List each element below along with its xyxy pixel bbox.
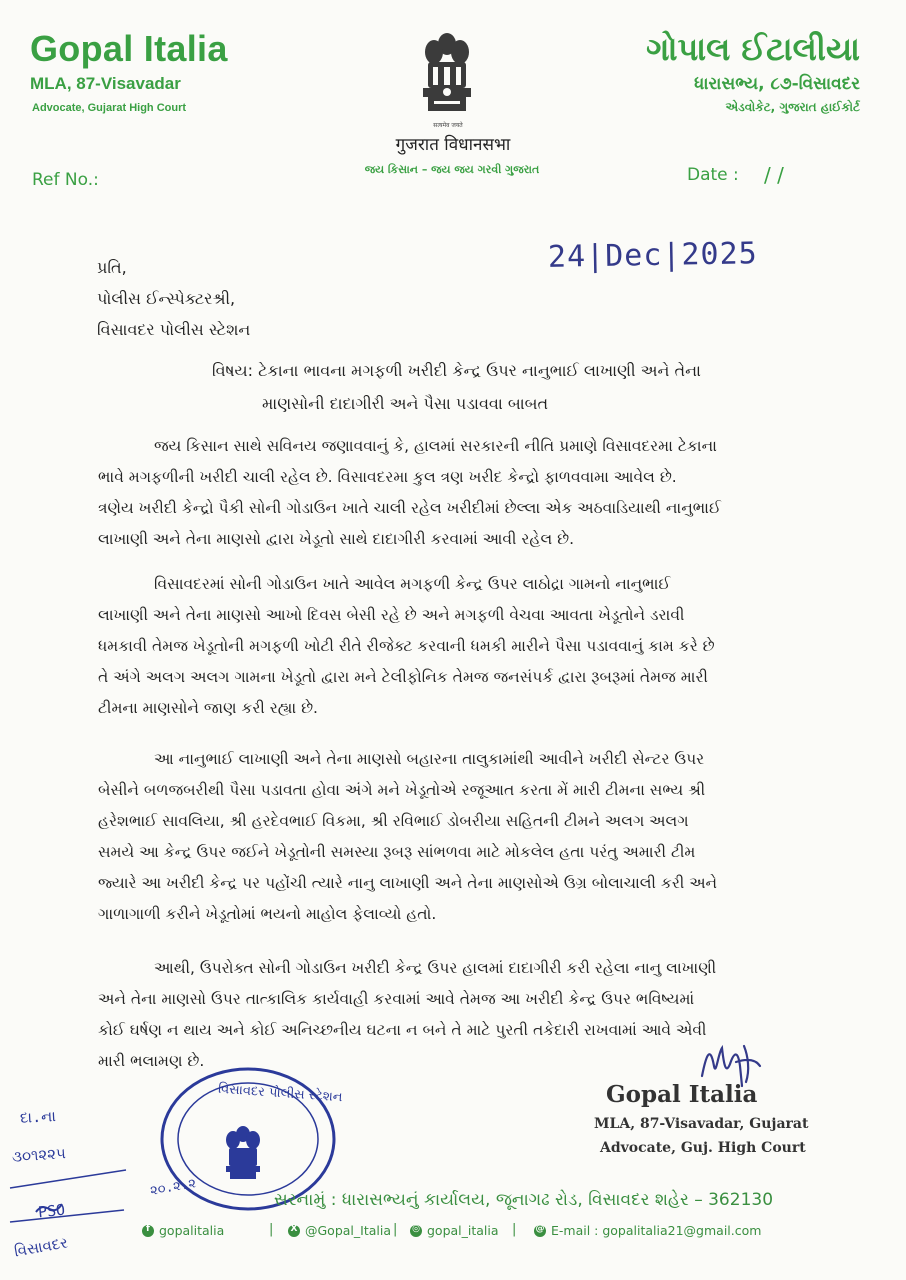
paragraph-line: બેસીને બળજબરીથી પૈસા પડાવતા હોવા અંગે મને ખેડૂતોએ રજૂઆત કરતા મેં મારી ટીમના સભ્ય શ્રી (98, 781, 706, 799)
paragraph-line: અને તેના માણસો ઉપર તાત્કાલિક કાર્યવાહી કરવામાં આવે તેમજ આ ખરીદી કેન્દ્ર ઉપર ભવિષ્યમાં (98, 990, 695, 1008)
footer-separator: | (393, 1222, 398, 1237)
subject-line-2: માણસોની દાદાગીરી અને પૈસા પડાવવા બાબત (262, 394, 549, 413)
handwritten-note-line: PSO (37, 1200, 66, 1222)
date-label: Date : (687, 165, 739, 185)
paragraph-line: ધમકાવી તેમજ ખેડૂતોની મગફળી ખોટી રીતે રીજેક્ટ કરવાની ધમકી મારીને પૈસા પડાવવાનું કામ કરે છે (98, 637, 715, 655)
footer-instagram[interactable] (410, 1223, 499, 1238)
assembly-name: गुजरात विधानसभा (395, 135, 511, 155)
paragraph-2 (98, 569, 798, 724)
addressee-station: વિસાવદર પોલીસ સ્ટેશન (97, 320, 251, 339)
footer-separator: | (512, 1222, 517, 1237)
letterhead-name-en: Gopal Italia (30, 28, 228, 69)
slogan: જય કિસાન – જય જય ગરવી ગુજરાત (364, 163, 540, 176)
x-icon: X (288, 1225, 300, 1237)
paragraph-line: ગાળાગાળી કરીને ખેડૂતોમાં ભયનો માહોલ ફેલાવ્યો હતો. (98, 905, 437, 923)
paragraph-line: ભાવે મગફળીની ખરીદી ચાલી રહેલ છે. વિસાવદરમા કુલ ત્રણ ખરીદ કેન્દ્રો ફાળવવામા આવેલ છે. (98, 468, 677, 486)
paragraph-line: વિસાવદરમાં સોની ગોડાઉન ખાતે આવેલ મગફળી કેન્દ્ર ઉપર લાઠોદ્રા ગામનો નાનુભાઈ (154, 575, 671, 593)
email-address: E-mail : gopalitalia21@gmail.com (551, 1223, 762, 1238)
paragraph-line: સમયે આ કેન્દ્ર ઉપર જઈને ખેડૂતોની સમસ્યા રૂબરૂ સાંભળવા માટે મોકલેલ હતા પરંતુ અમારી ટીમ (98, 843, 696, 861)
paragraph-line: જ્યારે આ ખરીદી કેન્દ્ર પર પહોંચી ત્યારે નાનુ લાખાણી અને તેના માણસોએ ઉગ્ર બોલાચાલી કરી અને (98, 874, 718, 892)
paragraph-line: જય કિસાન સાથે સવિનય જણાવવાનું કે, હાલમાં સરકારની નીતિ પ્રમાણે વિસાવદરમા ટેકાના (154, 437, 717, 455)
footer-separator: | (269, 1222, 274, 1237)
addressee-to: પ્રતિ, (97, 258, 127, 277)
paragraph-line: આથી, ઉપરોક્ત સોની ગોડાઉન ખરીદી કેન્દ્ર ઉપર હાલમાં દાદાગીરી કરી રહેલા નાનુ લાખાણી (154, 959, 717, 977)
signatory-mla: MLA, 87-Visavadar, Gujarat (594, 1116, 809, 1132)
paragraph-3 (98, 744, 798, 930)
paragraph-line: ત્રણેય ખરીદી કેન્દ્રો પૈકી સોની ગોડાઉન ખાતે ચાલી રહેલ ખરીદીમાં છેલ્લા એક અઠવાડિયાથી નાનુભાઈ (98, 499, 721, 517)
letterhead-mla-en: MLA, 87-Visavadar (30, 74, 181, 93)
stamp-emblem-icon (220, 1124, 266, 1180)
paragraph-line: કોઈ ઘર્ષણ ન થાય અને કોઈ અનિચ્છનીય ઘટના ન બને તે માટે પુરતી તકેદારી રાખવામાં આવે એવી (98, 1021, 707, 1039)
paragraph-line: તે અંગે અલગ અલગ ગામના ખેડૂતો દ્વારા મને ટેલીફોનિક તેમજ જનસંપર્ક દ્વારા રૂબરૂમાં તેમજ મારી (98, 668, 708, 686)
signatory-advocate: Advocate, Guj. High Court (600, 1140, 806, 1156)
addressee-officer: પોલીસ ઈન્સ્પેક્ટરશ્રી, (97, 289, 236, 308)
handwritten-note-line: ૨૦.૨.૨ (149, 1176, 198, 1199)
footer-address: સરનામું : ધારાસભ્યનું કાર્યાલય, જૂનાગઢ રોડ, વિસાવદર શહેર – 362130 (274, 1190, 774, 1210)
footer-facebook[interactable] (142, 1223, 224, 1238)
x-handle: @Gopal_Italia (305, 1223, 392, 1238)
letterhead-mla-gu: ધારાસભ્ય, ૮૭-વિસાવદર (694, 74, 860, 94)
paragraph-line: લાખાણી અને તેના માણસો દ્વારા ખેડૂતો સાથે દાદાગીરી કરવામાં આવી રહેલ છે. (98, 530, 574, 548)
footer-x[interactable] (288, 1223, 391, 1238)
signatory-name: Gopal Italia (606, 1081, 758, 1108)
instagram-icon: ◎ (410, 1225, 422, 1237)
letterhead-name-gu: ગોપાલ ઈટાલીયા (646, 30, 860, 68)
paragraph-line: આ નાનુભાઈ લાખાણી અને તેના માણસો બહારના તાલુકામાંથી આવીને ખરીદી સેન્ટર ઉપર (154, 750, 705, 768)
emblem-motto: सत्यमेव जयते (433, 122, 463, 129)
paragraph-line: ટીમના માણસોને જાણ કરી રહ્યા છે. (98, 699, 318, 717)
handwritten-note-line: દા.ના (19, 1107, 57, 1127)
handwritten-date: 24|Dec|2025 (547, 236, 758, 275)
ashoka-emblem-icon (414, 30, 480, 120)
handwritten-note-line: વિસાવદર (12, 1233, 70, 1261)
instagram-handle: gopal_italia (427, 1223, 499, 1238)
paragraph-line: મારી ભલામણ છે. (98, 1052, 205, 1070)
footer-email[interactable] (534, 1223, 761, 1238)
paragraph-line: લાખાણી અને તેના માણસો આખો દિવસ બેસી રહે છે અને મગફળી વેચવા આવતા ખેડૂતોને ડરાવી (98, 606, 685, 624)
subject-line-1: વિષય: ટેકાના ભાવના મગફળી ખરીદી કેન્દ્ર ઉપર નાનુભાઈ લાખાણી અને તેના (212, 361, 701, 380)
paragraph-4 (98, 953, 798, 1077)
date-slashes: / / (764, 163, 784, 187)
email-icon: @ (534, 1225, 546, 1237)
stamp-text: વિસાવદર પોલીસ સ્ટેશન (217, 1081, 343, 1106)
facebook-handle: gopalitalia (159, 1223, 225, 1238)
facebook-icon: f (142, 1225, 154, 1237)
ref-no-label: Ref No.: (32, 170, 99, 190)
letterhead-advocate-gu: એડવોકેટ, ગુજરાત હાઈકોર્ટ (725, 100, 860, 114)
paragraph-1 (98, 431, 798, 555)
handwritten-note-line: ૩૦૧૨૨૫ (11, 1144, 67, 1166)
paragraph-line: હરેશભાઈ સાવલિયા, શ્રી હરદેવભાઈ વિકમા, શ્રી રવિભાઈ ડોબરીયા સહિતની ટીમને અલગ અલગ (98, 812, 689, 830)
letterhead-advocate-en: Advocate, Gujarat High Court (32, 102, 187, 114)
